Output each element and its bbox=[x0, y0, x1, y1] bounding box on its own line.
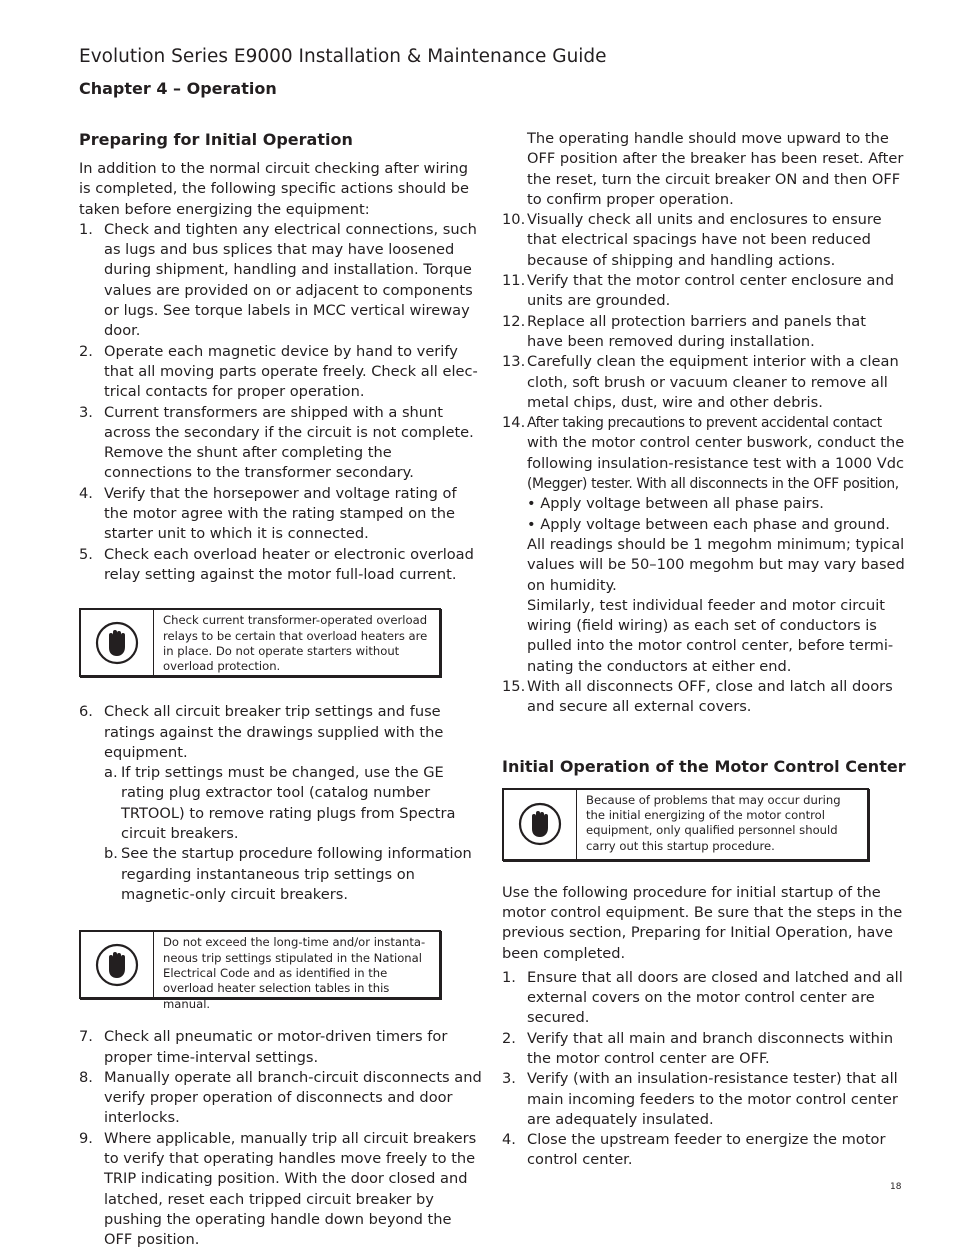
step-number: 1. bbox=[79, 220, 93, 238]
step-number: 9. bbox=[79, 1129, 93, 1147]
step-text: After taking precautions to prevent accidental contact bbox=[527, 415, 882, 432]
list-item bbox=[502, 271, 906, 312]
caution-text: Because of problems that may occur during the initial energizing of the motor control equipment, only qualified personnel should carry out this startup procedure. bbox=[586, 792, 841, 853]
list-item bbox=[502, 1069, 906, 1130]
list-item bbox=[104, 844, 482, 905]
intro-paragraph: In addition to the normal circuit checking after wiring is completed, the following specific actions should be taken before energizing the equipment: bbox=[79, 160, 470, 218]
inspection-steps-list bbox=[502, 210, 906, 717]
step-number: 2. bbox=[502, 1029, 516, 1047]
right-column bbox=[502, 129, 906, 1171]
list-item bbox=[502, 968, 906, 1029]
left-column bbox=[79, 129, 482, 1250]
list-item bbox=[502, 312, 906, 353]
step-number: 5. bbox=[79, 545, 93, 563]
list-item bbox=[502, 413, 906, 677]
step-text: Verify (with an insulation-resistance tester) that all main incoming feeders to the motor control center are adequately insulated. bbox=[527, 1070, 898, 1128]
step-number: 14. bbox=[502, 414, 526, 432]
list-item bbox=[79, 702, 482, 905]
step-number: 6. bbox=[79, 703, 93, 721]
bullet-item: • Apply voltage between all phase pairs. bbox=[527, 495, 824, 513]
stop-hand-icon bbox=[81, 610, 154, 675]
step-text: Carefully clean the equipment interior with a clean cloth, soft brush or vacuum cleaner to remove all metal chips, dust, wire and other debris. bbox=[527, 353, 899, 411]
step-text: Similarly, test individual feeder and motor circuit wiring (field wiring) as each set of conductors is pulled into the motor control center, before termi-nating the conductors at either end. bbox=[527, 596, 894, 675]
step-text: With all disconnects OFF, close and latch all doors and secure all external covers. bbox=[527, 678, 893, 716]
step-text: Close the upstream feeder to energize the motor control center. bbox=[527, 1131, 886, 1169]
list-item bbox=[502, 1130, 906, 1171]
step-text: Where applicable, manually trip all circuit breakers to verify that operating handles move freely to the TRIP indicating position. With the door closed and latched, reset each tripped circuit breaker by pushing the operating handle down beyond the OFF position. bbox=[104, 1129, 477, 1249]
list-item bbox=[79, 403, 482, 484]
stop-hand-icon bbox=[81, 932, 154, 997]
step-text: Verify that the motor control center enclosure and units are grounded. bbox=[527, 272, 894, 310]
step-text: Check each overload heater or electronic overload relay setting against the motor full-load current. bbox=[104, 545, 474, 583]
caution-text: Check current transformer-operated overload relays to be certain that overload heaters are in place. Do not operate starters without overload protection. bbox=[163, 613, 428, 674]
document-title: Evolution Series E9000 Installation & Maintenance Guide bbox=[79, 46, 607, 67]
sub-step-text: If trip settings must be changed, use the GE rating plug extractor tool (catalog number TRTOOL) to remove rating plugs from Spectra circuit breakers. bbox=[121, 764, 456, 843]
list-item bbox=[79, 1129, 482, 1250]
stop-hand-icon bbox=[504, 790, 577, 859]
step-number: 15. bbox=[502, 678, 526, 696]
step-text: Ensure that all doors are closed and latched and all external covers on the motor control center are secured. bbox=[527, 968, 903, 1027]
list-item bbox=[104, 763, 482, 844]
step-text: Verify that all main and branch disconnects within the motor control center are OFF. bbox=[527, 1029, 894, 1067]
step-number: 12. bbox=[502, 312, 526, 330]
step-text: (Megger) tester. With all disconnects in the OFF position, bbox=[527, 476, 899, 493]
step-number: 3. bbox=[79, 403, 93, 421]
bullet-item: • Apply voltage between each phase and ground. bbox=[527, 515, 890, 533]
list-item bbox=[79, 545, 482, 586]
list-item bbox=[79, 342, 482, 403]
step-text: Current transformers are shipped with a shunt across the secondary if the circuit is not complete. Remove the shunt after completing the connections to the transformer secondary. bbox=[104, 403, 474, 482]
step-number: 4. bbox=[79, 484, 93, 502]
step-number: 10. bbox=[502, 211, 526, 229]
sub-step-letter: b. bbox=[104, 845, 118, 863]
startup-steps-list bbox=[502, 968, 906, 1171]
step-number: 2. bbox=[79, 342, 93, 360]
section-heading-preparing: Preparing for Initial Operation bbox=[79, 130, 353, 149]
step-text: with the motor control center buswork, conduct the following insulation-resistance test with a 1000 Vdc bbox=[527, 434, 905, 472]
caution-text: Do not exceed the long-time and/or instanta-neous trip settings stipulated in the National Electrical Code and as identified in the overload heater selection tables in this manual. bbox=[163, 935, 426, 1011]
step-number: 13. bbox=[502, 353, 526, 371]
page-number: 18 bbox=[890, 1182, 902, 1192]
step-number: 3. bbox=[502, 1070, 516, 1088]
list-item bbox=[502, 1029, 906, 1070]
sub-steps-list bbox=[104, 763, 482, 905]
step-number: 4. bbox=[502, 1131, 516, 1149]
list-item bbox=[79, 220, 482, 342]
step-number: 1. bbox=[502, 968, 516, 986]
step-text: Verify that the horsepower and voltage rating of the motor agree with the rating stamped on the starter unit to which it is connected. bbox=[104, 484, 457, 543]
step-text: Manually operate all branch-circuit disconnects and verify proper operation of disconnects and door interlocks. bbox=[104, 1068, 482, 1127]
timer-steps-list bbox=[79, 1027, 482, 1250]
step-number: 7. bbox=[79, 1028, 93, 1046]
sub-step-text: See the startup procedure following information regarding instantaneous trip settings on magnetic-only circuit breakers. bbox=[121, 845, 472, 903]
list-item bbox=[502, 677, 906, 718]
step-text: Replace all protection barriers and panels that have been removed during installation. bbox=[527, 312, 866, 350]
list-item bbox=[79, 484, 482, 545]
step-text: Check all pneumatic or motor-driven timers for proper time-interval settings. bbox=[104, 1028, 448, 1066]
section-heading-initial-operation: Initial Operation of the Motor Control Center bbox=[502, 756, 906, 776]
list-item bbox=[502, 352, 906, 413]
list-item bbox=[79, 1068, 482, 1129]
list-item bbox=[79, 1027, 482, 1068]
step-text: All readings should be 1 megohm minimum; typical values will be 50–100 megohm but may vary based on humidity. bbox=[527, 535, 905, 594]
chapter-title: Chapter 4 – Operation bbox=[79, 79, 277, 98]
step-text: Check and tighten any electrical connections, such as lugs and bus splices that may have loosened during shipment, handling and installation. Torque values are provided on or adjacent to components or lugs. See torque labels in MCC vertical wireway door. bbox=[104, 220, 477, 340]
step-text: Operate each magnetic device by hand to verify that all moving parts operate freely. Check all elec-trical contacts for proper operation. bbox=[104, 342, 478, 401]
step-text: Check all circuit breaker trip settings and fuse ratings against the drawings supplied with the equipment. bbox=[104, 703, 444, 761]
caution-box-qualified-personnel bbox=[502, 788, 869, 861]
step-number: 11. bbox=[502, 272, 526, 290]
preparation-steps-list bbox=[79, 220, 482, 585]
step-9-continuation: The operating handle should move upward to the OFF position after the breaker has been reset. After the reset, turn the circuit breaker ON and then OFF to confirm proper operation. bbox=[527, 130, 904, 208]
list-item bbox=[502, 210, 906, 271]
breaker-steps-list bbox=[79, 702, 482, 905]
caution-box-trip-settings bbox=[79, 930, 441, 1011]
step-text: Visually check all units and enclosures to ensure that electrical spacings have not been reduced because of shipping and handling actions. bbox=[527, 211, 882, 269]
startup-intro-paragraph: Use the following procedure for initial startup of the motor control equipment. Be sure that the steps in the previous section, Preparing for Initial Operation, have been completed. bbox=[502, 883, 903, 962]
step-number: 8. bbox=[79, 1068, 93, 1086]
sub-step-letter: a. bbox=[104, 764, 118, 782]
caution-box-overload bbox=[79, 608, 441, 677]
